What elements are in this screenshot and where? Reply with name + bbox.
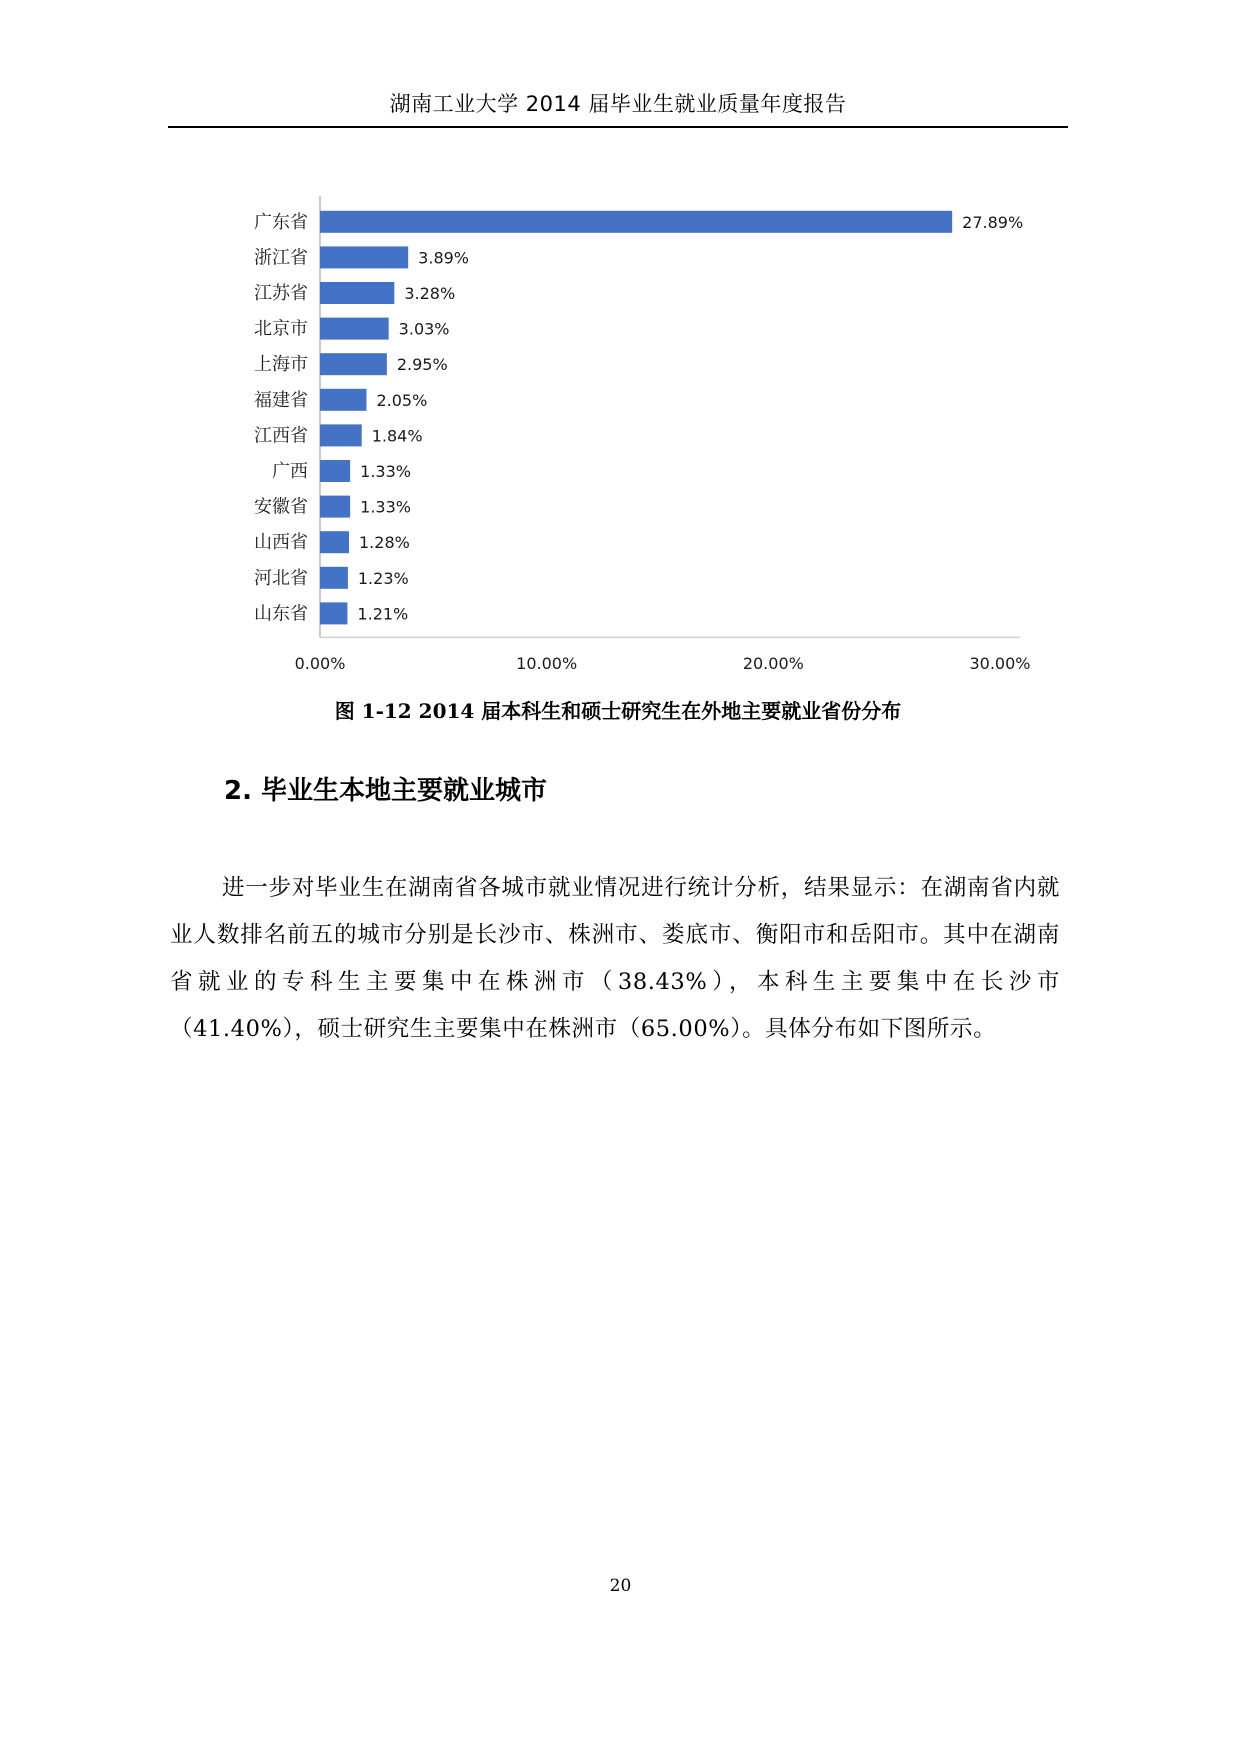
data-label: 3.28% [404,284,456,303]
data-label: 2.95% [396,355,448,375]
category-label: 福建省 [254,389,308,411]
data-label: 1.33% [360,497,411,517]
category-label: 北京市 [254,318,308,340]
data-label: 3.89% [418,248,470,268]
section-heading: 2. 毕业生本地主要就业城市 [224,776,548,806]
bar [320,424,362,446]
bar [320,282,394,304]
data-label: 1.23% [357,568,409,588]
data-label: 1.21% [357,604,409,624]
data-label: 2.05% [376,390,428,410]
header-title: 湖南工业大学 2014 届毕业生就业质量年度报告 [389,92,847,116]
category-label: 上海市 [254,354,308,376]
category-label: 广西 [272,461,308,482]
bar [320,353,387,375]
bar [320,567,348,589]
page-number: 20 [609,1576,632,1596]
category-label: 江苏省 [254,283,308,304]
bar [320,460,350,482]
bar [320,602,347,624]
bar [320,211,952,233]
data-label: 1.84% [371,426,423,446]
category-label: 安徽省 [254,496,308,518]
category-label: 江西省 [254,425,308,447]
page-header [168,86,1068,128]
bar [320,389,366,411]
bar [320,531,349,553]
category-label: 广东省 [254,211,308,233]
bar [320,496,350,518]
category-label: 河北省 [254,567,308,589]
x-tick-label: 10.00% [516,654,578,674]
bar [320,246,408,268]
data-label: 3.03% [398,319,450,339]
data-label: 1.33% [360,462,411,481]
body-paragraph: 进一步对毕业生在湖南省各城市就业情况进行统计分析，结果显示：在湖南省内就业人数排名前五的城市分别是长沙市、株洲市、娄底市、衡阳市和岳阳市。其中在湖南省就业的专科生主要集中在株洲市（38.43%），本科生主要集中在长沙市（41.40%），硕士研究生主要集中在株洲市（65.00%）。具体分布如下图所示。 [170,874,1060,1042]
figure-caption: 图 1-12 2014 届本科生和硕士研究生在外地主要就业省份分布 [334,699,902,723]
category-label: 山东省 [254,603,308,625]
data-label: 1.28% [359,533,410,553]
category-label: 浙江省 [254,247,308,269]
chart-svg [200,190,1060,680]
x-tick-label: 20.00% [742,654,804,674]
category-label: 山西省 [254,532,308,554]
province-distribution-chart [200,190,1060,680]
bar [320,318,389,340]
x-tick-label: 30.00% [969,654,1031,674]
x-tick-label: 0.00% [294,654,346,674]
data-label: 27.89% [962,212,1024,232]
